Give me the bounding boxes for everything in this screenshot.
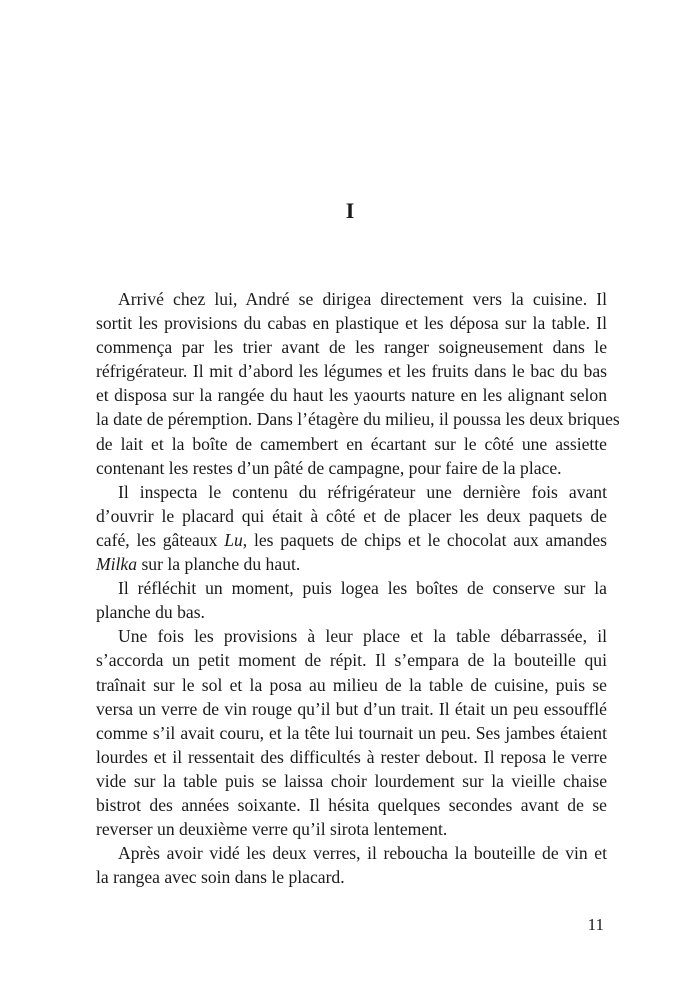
text-line: reverser un deuxième verre qu’il sirota lentement. xyxy=(96,819,448,840)
text-run: sur la planche du haut. xyxy=(137,554,301,575)
text-line: réfrigérateur. Il mit d’abord les légumes et les fruits dans le bac du bas xyxy=(96,361,607,382)
text-run: , les paquets de chips et le chocolat aux amandes xyxy=(242,529,607,550)
brand-name-italic: Milka xyxy=(96,554,138,575)
page-number: 11 xyxy=(587,915,604,934)
text-line: traînait sur le sol et la posa au milieu de la table de cuisine, puis se xyxy=(96,674,607,695)
text-line: Il inspecta le contenu du réfrigérateur une dernière fois avant xyxy=(118,481,607,502)
text-line: la date de péremption. Dans l’étagère du milieu, il poussa les deux briques xyxy=(96,409,620,430)
text-line: et disposa sur la rangée du haut les yaourts nature en les alignant selon xyxy=(96,385,607,406)
chapter-body xyxy=(96,287,620,889)
text-line-with-italic xyxy=(96,528,607,552)
paragraph-5 xyxy=(96,841,607,889)
paragraph-3 xyxy=(96,576,607,624)
paragraph-2 xyxy=(96,480,607,576)
paragraph-1 xyxy=(96,287,620,480)
text-line: d’ouvrir le placard qui était à côté et de placer les deux paquets de xyxy=(96,505,607,526)
text-run: café, les gâteaux xyxy=(96,529,225,550)
text-line: s’accorda un petit moment de répit. Il s’empara de la bouteille qui xyxy=(96,650,607,671)
text-line: de lait et la boîte de camembert en écartant sur le côté une assiette xyxy=(96,433,607,454)
text-line: comme s’il avait couru, et la tête lui tournait un peu. Ses jambes étaient xyxy=(96,722,607,743)
text-line: Après avoir vidé les deux verres, il reboucha la bouteille de vin et xyxy=(118,843,607,864)
text-line: contenant les restes d’un pâté de campagne, pour faire de la place. xyxy=(96,457,562,478)
text-line: Il réfléchit un moment, puis logea les boîtes de conserve sur la xyxy=(118,578,607,599)
text-line-with-italic xyxy=(96,552,607,576)
text-line: bistrot des années soixante. Il hésita quelques secondes avant de se xyxy=(96,794,607,815)
text-line: la rangea avec soin dans le placard. xyxy=(96,867,345,888)
chapter-heading: I xyxy=(345,198,355,223)
text-line: planche du bas. xyxy=(96,602,205,623)
text-line: lourdes et il ressentait des difficultés à rester debout. Il reposa le verre xyxy=(96,746,607,767)
text-line: versa un verre de vin rouge qu’il but d’un trait. Il était un peu essoufflé xyxy=(96,698,607,719)
text-line: vide sur la table puis se laissa choir lourdement sur la vieille chaise xyxy=(96,770,607,791)
paragraph-4 xyxy=(96,624,607,841)
brand-name-italic: Lu xyxy=(224,529,243,550)
text-line: commença par les trier avant de les ranger soigneusement dans le xyxy=(96,337,607,358)
text-line: Arrivé chez lui, André se dirigea directement vers la cuisine. Il xyxy=(118,289,607,309)
text-line: Une fois les provisions à leur place et la table débarrassée, il xyxy=(118,626,607,647)
text-line: sortit les provisions du cabas en plastique et les déposa sur la table. Il xyxy=(96,313,607,334)
